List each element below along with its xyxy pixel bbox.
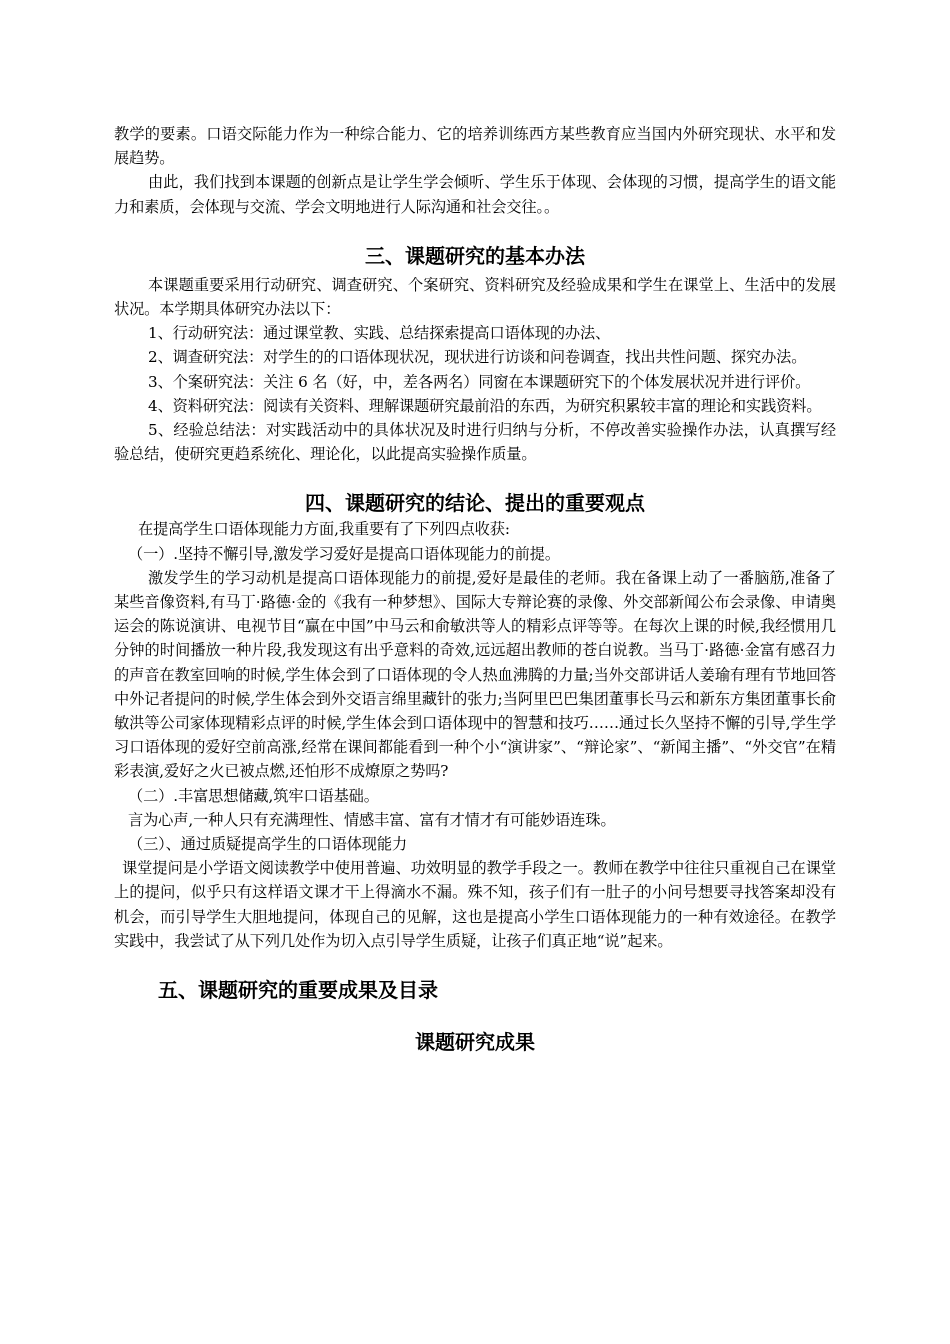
section-3-lead: 本课题重要采用行动研究、调查研究、个案研究、资料研究及经验成果和学生在课堂上、生活中的发展状况。本学期具体研究办法以下： bbox=[114, 275, 836, 319]
section-5-heading: 五、课题研究的重要成果及目录 bbox=[158, 978, 438, 1003]
intro-paragraph-2: 由此，我们找到本课题的创新点是让学生学会倾听、学生乐于体现、会体现的习惯，提高学生的语文能力和素质，会体现与交流、学会文明地进行人际沟通和社会交往。。 bbox=[114, 173, 836, 216]
section-3-heading: 三、课题研究的基本办法 bbox=[365, 243, 585, 268]
method-item-3: 3、个案研究法：关注 6 名（好，中，差各两名）同窗在本课题研究下的个体发展状况并进行评价。 bbox=[148, 372, 811, 391]
point-1-body: 激发学生的学习动机是提高口语体现能力的前提,爱好是最佳的老师。我在备课上动了一番脑筋,准备了某些音像资料,有马丁·路德·金的《我有一种梦想》、国际大专辩论赛的录像、外交部新闻公布会录像、申请奥运会的陈说演讲、电视节目“赢在中国”中马云和俞敏洪等人的精彩点评等等。在每次上课的时候,我经惯用几分钟的时间播放一种片段,我发现这有出乎意料的奇效,远远超出教师的苍白说教。当马丁·路德·金富有感召力的声音在教室回响的时候,学生体会到了口语体现的令人热血沸腾的力量;当外交部讲话人姜瑜有理有节地回答中外记者提问的时候,学生体会到外交语言绵里藏针的张力;当阿里巴巴集团董事长马云和新东方集团董事长俞敏洪等公司家体现精彩点评的时候,学生体会到口语体现中的智慧和技巧……通过长久坚持不懈的引导,学生学习口语体现的爱好空前高涨,经常在课间都能看到一种个小“演讲家”、“辩论家”、“新闻主播”、“外交官”在精彩表演,爱好之火已被点燃,还怕形不成燎原之势吗? bbox=[114, 568, 836, 781]
method-item-4: 4、资料研究法：阅读有关资料、理解课题研究最前沿的东西，为研究积累较丰富的理论和实践资料。 bbox=[148, 396, 822, 415]
method-item-1: 1、行动研究法：通过课堂教、实践、总结探索提高口语体现的办法、 bbox=[148, 324, 611, 343]
point-3-body: 课堂提问是小学语文阅读教学中使用普遍、功效明显的教学手段之一。教师在教学中往往只重视自己在课堂上的提问，似乎只有这样语文课才干上得滴水不漏。殊不知，孩子们有一肚子的小问号想要寻找答案却没有机会，而引导学生大胆地提问，体现自己的见解，这也是提高小学生口语体现能力的一种有效途径。在教学实践中，我尝试了从下列几处作为切入点引导学生质疑，让孩子们真正地“说”起来。 bbox=[114, 859, 836, 950]
intro-paragraph-1: 教学的要素。口语交际能力作为一种综合能力、它的培养训练西方某些教育应当国内外研究现状、水平和发展趋势。 bbox=[114, 125, 836, 168]
point-1-title: （一）.坚持不懈引导,激发学习爱好是提高口语体现能力的前提。 bbox=[128, 544, 560, 563]
method-item-5: 5、经验总结法：对实践活动中的具体状况及时进行归纳与分析，不停改善实验操作办法，认真撰写经验总结，使研究更趋系统化、理论化，以此提高实验操作质量。 bbox=[114, 421, 836, 464]
section-4-heading: 四、课题研究的结论、提出的重要观点 bbox=[305, 491, 645, 516]
document-page bbox=[114, 122, 836, 1056]
point-2-body: 言为心声,一种人只有充满理性、情感丰富、富有才情才有可能妙语连珠。 bbox=[128, 810, 616, 829]
method-item-2: 2、调查研究法：对学生的的口语体现状况，现状进行访谈和问卷调查，找出共性问题、探究办法。 bbox=[148, 348, 807, 367]
point-3-title: （三）、通过质疑提高学生的口语体现能力 bbox=[128, 835, 408, 854]
point-2-title: （二）.丰富思想储藏,筑牢口语基础。 bbox=[128, 786, 379, 805]
section-4-lead: 在提高学生口语体现能力方面,我重要有了下列四点收获: bbox=[138, 520, 510, 539]
results-subheading: 课题研究成果 bbox=[415, 1030, 535, 1055]
